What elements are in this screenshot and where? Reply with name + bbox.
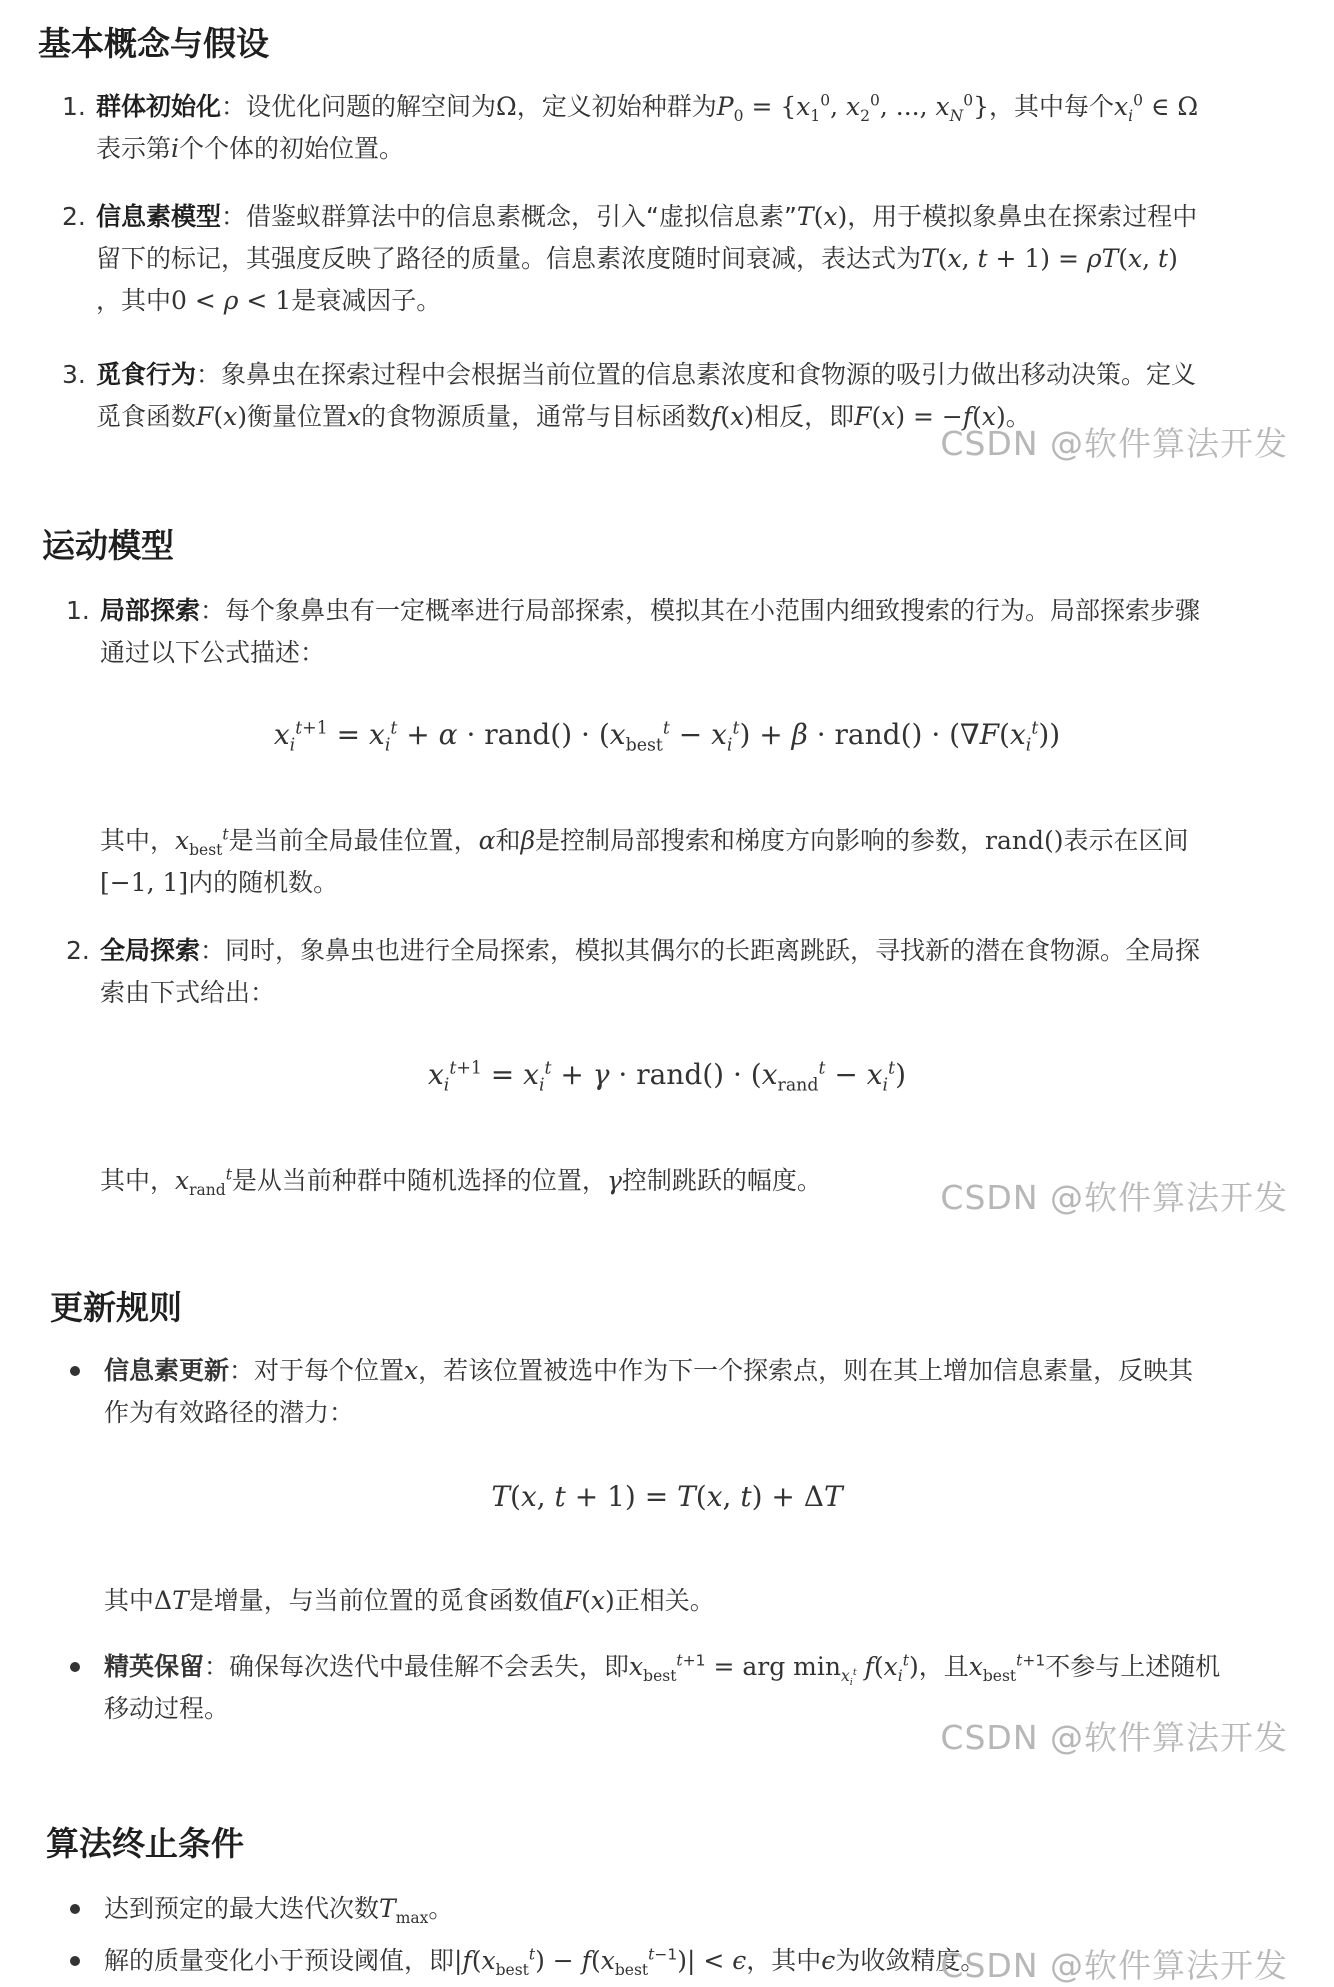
bullet-icon (70, 1662, 80, 1672)
bullet-icon (70, 1366, 80, 1376)
list-item-body: 全局探索：同时，象鼻虫也进行全局探索，模拟其偶尔的长距离跳跃，寻找新的潜在食物源。全局探 索由下式给出： (100, 936, 1201, 1007)
bullet-icon (70, 1904, 80, 1914)
section-title-basics: 基本概念与假设 (38, 24, 269, 63)
watermark: CSDN @软件算法开发 (940, 1178, 1288, 1217)
list-number: 3. (62, 360, 86, 389)
list-number: 1. (62, 92, 86, 121)
equation-local-search: $x_i^{t+1} = x_i^t + \alpha$ · rand() · $(x_{best}^t - x_i^t) + \beta$ · rand() · $(\nabla F(x_i^t))$ (273, 718, 1061, 756)
text-before-math: ：设优化问题的解空间为 (221, 92, 497, 121)
list-item-max-iterations (70, 1888, 1300, 1930)
list-item-body: 精英保留：确保每次迭代中最佳解不会丢失，即$x_{best}^{t+1}$ = arg $\min_{x_i^t} f(x_i^t)$，且$x_{best}^{t+1}$不参与上述随机 移动过程。 (104, 1651, 1221, 1723)
paragraph-local-search-explanation: 其中，$x_{best}^t$是当前全局最佳位置，α和β是控制局部搜索和梯度方向影响的参数，rand()表示在区间 [−1, 1]内的随机数。 (100, 825, 1189, 897)
equation-pheromone-update: T(x, t + 1) = T(x, t) + ΔT (491, 1480, 843, 1513)
list-item-body: 信息素更新：对于每个位置x，若该位置被选中作为下一个探索点，则在其上增加信息素量，反映其 作为有效路径的潜力： (104, 1356, 1194, 1427)
list-item-population-init (62, 86, 1302, 170)
term-label: 全局探索 (100, 936, 201, 965)
list-item-body: 达到预定的最大迭代次数$T_{max}$。 (104, 1894, 454, 1927)
bullet-icon (70, 1956, 80, 1966)
list-item-local-search (66, 590, 1306, 674)
list-item-global-search (66, 930, 1306, 1014)
watermark: CSDN @软件算法开发 (940, 1946, 1288, 1985)
list-item-body: 解的质量变化小于预设阈值，即$|f(x_{best}^t) - f(x_{best}^{t-1})| < \epsilon$，其中ϵ为收敛精度。 (104, 1945, 986, 1979)
list-number: 2. (66, 936, 90, 965)
watermark: CSDN @软件算法开发 (940, 424, 1288, 463)
term-label: 精英保留 (104, 1652, 205, 1681)
term-label: 信息素更新 (104, 1356, 230, 1385)
list-item-pheromone-update (70, 1350, 1300, 1434)
paragraph-pheromone-explanation: 其中ΔT是增量，与当前位置的觅食函数值F(x)正相关。 (104, 1586, 715, 1615)
section-title-update: 更新规则 (50, 1288, 182, 1327)
list-item-pheromone-model (62, 196, 1302, 322)
list-item-body: 群体初始化：设优化问题的解空间为Ω，定义初始种群为$P_0 = \{x_1^0$, $x_2^0$, ..., $x_N^0$}，其中每个$x_i^0$ ∈ Ω 表示第i个个体的初始位置。 (96, 91, 1199, 163)
list-item-body: 觅食行为：象鼻虫在探索过程中会根据当前位置的信息素浓度和食物源的吸引力做出移动决策。定义 觅食函数F(x)衡量位置x的食物源质量，通常与目标函数f(x)相反，即F(x) = −f(x)。 (96, 360, 1197, 431)
term-label: 信息素模型 (96, 202, 222, 231)
paragraph-global-search-explanation: 其中，$x_{rand}^t$是从当前种群中随机选择的位置，γ控制跳跃的幅度。 (100, 1165, 822, 1199)
watermark: CSDN @软件算法开发 (940, 1718, 1288, 1757)
list-item-body: 信息素模型：借鉴蚁群算法中的信息素概念，引入“虚拟信息素”T(x)，用于模拟象鼻虫在探索过程中 留下的标记，其强度反映了路径的质量。信息素浓度随时间衰减，表达式为T(x, t + 1) = ρT(x, t) ，其中0 < ρ < 1是衰减因子。 (96, 202, 1198, 315)
list-item-body: 局部探索：每个象鼻虫有一定概率进行局部探索，模拟其在小范围内细致搜索的行为。局部探索步骤 通过以下公式描述： (100, 596, 1201, 667)
section-title-motion: 运动模型 (42, 526, 174, 565)
list-number: 1. (66, 596, 90, 625)
term-label: 局部探索 (100, 596, 201, 625)
list-number: 2. (62, 202, 86, 231)
term-label: 群体初始化 (96, 92, 222, 121)
section-title-termination: 算法终止条件 (46, 1824, 244, 1863)
term-label: 觅食行为 (96, 360, 197, 389)
equation-global-search: $x_i^{t+1} = x_i^t + \gamma$ · rand() · $(x_{rand}^t - x_i^t)$ (427, 1058, 907, 1096)
